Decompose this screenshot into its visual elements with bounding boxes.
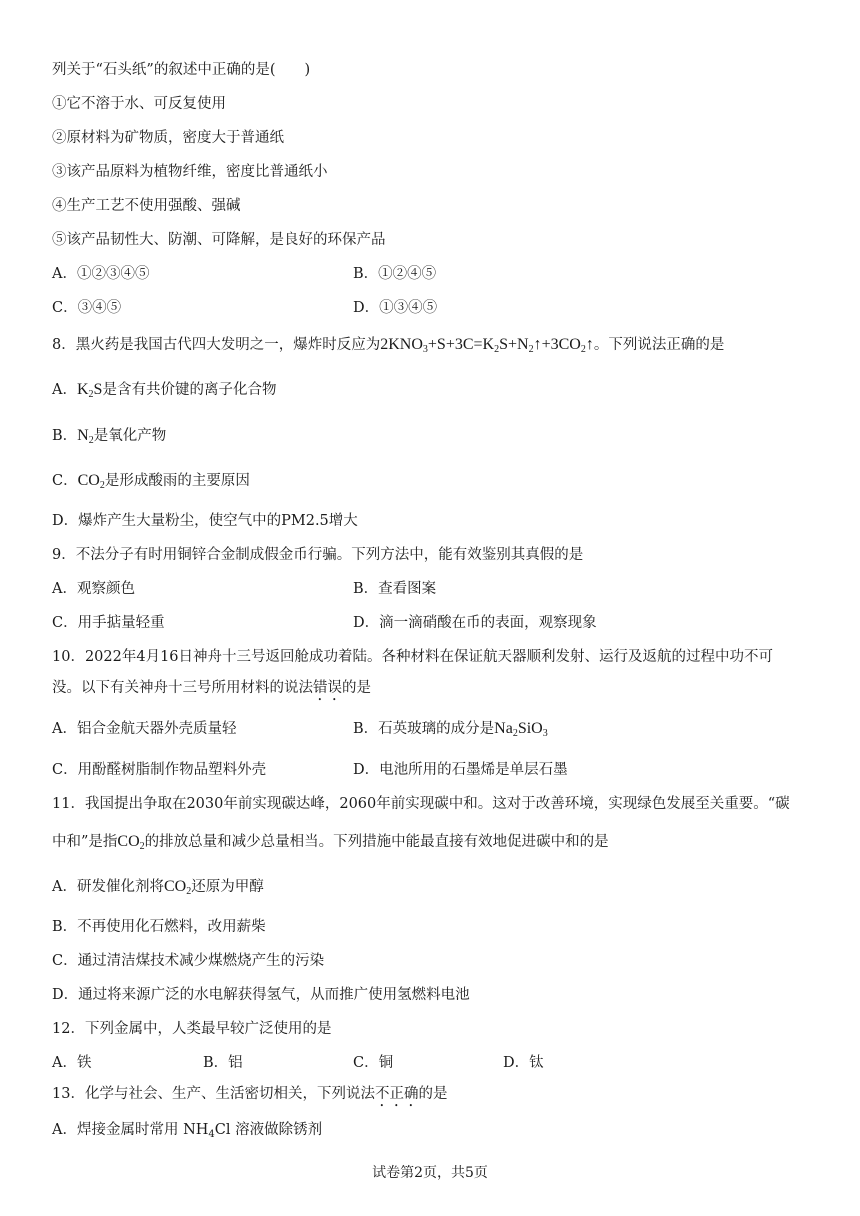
formula-sub: 2 [186,886,192,897]
eq-sub: 3 [422,344,428,355]
q7-item-4: ④生产工艺不使用强酸、强碱 [52,198,241,214]
q11-option-b: B．不再使用化石燃料，改用薪柴 [52,919,266,935]
formula-sub: 2 [139,841,145,852]
q7-item-2: ②原材料为矿物质，密度大于普通纸 [52,130,284,146]
q10-option-d: D．电池所用的石墨烯是单层石墨 [353,762,568,778]
option-text: 是形成酸雨的主要原因 [104,473,250,489]
eq-part: S+N [499,336,529,353]
q8-option-b [52,426,166,446]
formula-sub: 2 [88,435,94,446]
q10-option-b [353,719,548,739]
formula [117,833,144,850]
q8-equation [380,336,594,353]
emphasis-text: 错误 [313,680,342,696]
q12-option-d: D．钛 [503,1055,544,1071]
q8-stem-pre: 8．黑火药是我国古代四大发明之一，爆炸时反应为 [52,337,381,353]
q9-option-c: C．用手掂量轻重 [52,615,165,631]
option-text: 是含有共价键的离子化合物 [102,382,277,398]
q7-option-b: B．①②④⑤ [353,266,437,282]
q10-option-a: A．铝合金航天器外壳质量轻 [52,721,237,737]
q7-option-c: C．③④⑤ [52,300,122,316]
formula-sub: 4 [208,1129,215,1140]
eq-part: ↑+3CO [533,336,581,353]
q10-option-c: C．用酚醛树脂制作物品塑料外壳 [52,762,267,778]
stem-text: 的是 [418,1086,448,1102]
q9-option-b: B．查看图案 [353,581,437,597]
option-label: A． [52,382,77,398]
option-text: A．研发催化剂将 [52,879,164,895]
formula-part: SiO [517,720,543,737]
q11-option-a [52,877,264,897]
formula-sub: 3 [542,728,548,739]
q7-item-5: ⑤该产品韧性大、防潮、可降解，是良好的环保产品 [52,232,386,248]
option-label: C． [52,473,78,489]
stem-text: 没。以下有关神舟十三号所用材料的说法 [52,680,313,696]
stem-text: 中和”是指 [52,834,118,850]
stem-text: 13．化学与社会、生产、生活密切相关，下列说法 [52,1086,375,1102]
emphasis-text: 不正确 [374,1086,419,1102]
option-text: A．焊接金属时常用 NH [52,1122,209,1138]
q9-stem: 9．不法分子有时用铜锌合金制成假金币行骗。下列方法中，能有效鉴别其真假的是 [52,547,584,563]
q12-stem: 12．下列金属中，人类最早较广泛使用的是 [52,1021,332,1037]
formula [77,427,94,444]
q8-option-a [52,380,276,400]
option-label: B．石英玻璃的成分是 [353,721,495,737]
q11-stem-line1: 11．我国提出争取在2030年前实现碳达峰，2060年前实现碳中和。这对于改善环境，实现绿色发展至关重要。“碳 [52,796,790,812]
q12-option-b: B．铝 [203,1055,243,1071]
formula-sub: 2 [512,728,518,739]
q7-option-a: A．①②③④⑤ [52,266,150,282]
q7-item-3: ③该产品原料为植物纤维，密度比普通纸小 [52,164,328,180]
q13-option-a [52,1120,322,1140]
eq-sub: 2 [580,344,586,355]
formula-part: CO [117,833,140,850]
stem-text: 的排放总量和减少总量相当。下列措施中能最直接有效地促进碳中和的是 [144,834,609,850]
q11-option-d: D．通过将来源广泛的水电解获得氢气，从而推广使用氢燃料电池 [52,987,470,1003]
option-text: Cl 溶液做除锈剂 [214,1122,323,1138]
q7-stem: 列关于“石头纸”的叙述中正确的是( ) [52,62,311,78]
page-footer: 试卷第2页，共5页 [372,1165,488,1181]
q11-stem-line2 [52,832,609,852]
q13-stem [52,1084,447,1110]
eq-sub: 2 [528,344,534,355]
formula-part: Na [494,720,513,737]
formula-part: CO [163,878,187,895]
q8-option-c [52,471,250,491]
q9-option-a: A．观察颜色 [52,581,135,597]
q7-option-d: D．①③④⑤ [353,300,438,316]
q8-option-d: D．爆炸产生大量粉尘，使空气中的PM2.5增大 [52,513,358,529]
formula [78,472,105,489]
formula [77,381,102,398]
option-text: 是氧化产物 [93,428,167,444]
formula [494,720,548,737]
option-label: B． [52,428,78,444]
formula [164,878,191,895]
formula-part: S [93,381,103,398]
formula-part: K [76,381,89,398]
formula-sub: 2 [99,480,105,491]
q11-option-c: C．通过清洁煤技术减少煤燃烧产生的污染 [52,953,325,969]
eq-part: ↑ [585,336,594,353]
stem-text: 的是 [342,680,371,696]
q8-stem [52,335,724,355]
q8-stem-post: 。下列说法正确的是 [593,337,725,353]
formula-part: N [77,427,89,444]
q10-stem-line1: 10．2022年4月16日神舟十三号返回舱成功着陆。各种材料在保证航天器顺利发射、运行及返航的过程中功不可 [52,649,774,665]
q10-stem-line2 [52,678,371,704]
eq-part: +S+3C=K [427,336,495,353]
formula-part: CO [77,472,100,489]
q9-option-d: D．滴一滴硝酸在币的表面，观察现象 [353,615,597,631]
formula-sub: 2 [88,389,94,400]
eq-part: 2KNO [380,336,423,353]
q12-option-c: C．铜 [353,1055,394,1071]
eq-sub: 2 [494,344,500,355]
q12-option-a: A．铁 [52,1055,92,1071]
q7-item-1: ①它不溶于水、可反复使用 [52,96,226,112]
option-text: 还原为甲醇 [191,879,264,895]
